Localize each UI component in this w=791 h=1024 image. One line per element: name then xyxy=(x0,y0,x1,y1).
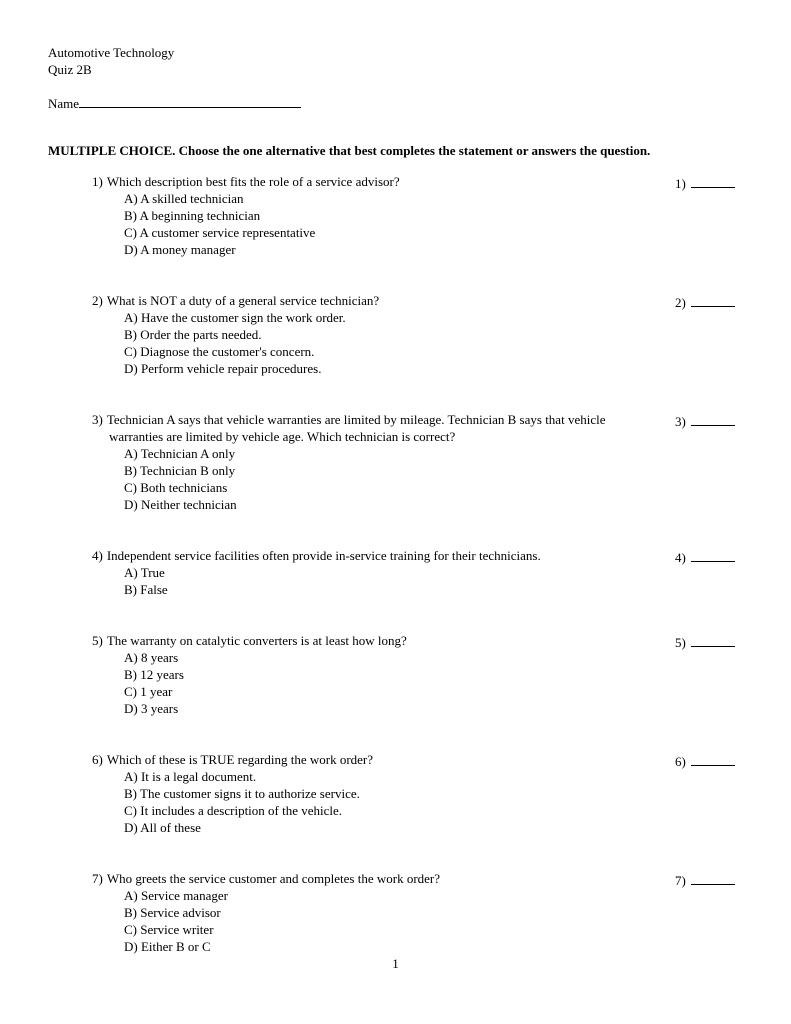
choice-item: C) Service writer xyxy=(124,922,214,937)
page-header xyxy=(48,44,745,78)
answer-area xyxy=(675,547,745,566)
answer-area xyxy=(675,870,745,889)
instructions-text: MULTIPLE CHOICE. Choose the one alternative that best completes the statement or answers the question. xyxy=(48,143,651,158)
choice-item: A) A skilled technician xyxy=(124,191,244,206)
question-block xyxy=(92,173,745,258)
question-text: The warranty on catalytic converters is at least how long? xyxy=(106,633,407,648)
choice-item: A) True xyxy=(124,565,165,580)
answer-area xyxy=(675,292,745,311)
answer-blank-line xyxy=(691,411,735,426)
choice-item: B) Service advisor xyxy=(124,905,221,920)
answer-area xyxy=(675,173,745,192)
name-row xyxy=(48,94,745,112)
choices-list xyxy=(124,768,657,836)
course-title: Automotive Technology xyxy=(48,45,175,60)
choice-item: A) Have the customer sign the work order. xyxy=(124,310,346,325)
answer-blank-line xyxy=(691,632,735,647)
answer-blank-line xyxy=(691,292,735,307)
page-number: 1 xyxy=(392,956,399,971)
answer-blank-line xyxy=(691,870,735,885)
choice-item: B) 12 years xyxy=(124,667,184,682)
question-block xyxy=(92,870,745,955)
question-number: 3) xyxy=(92,412,103,427)
choices-list xyxy=(124,887,657,955)
answer-number: 1) xyxy=(675,176,686,191)
choices-list xyxy=(124,649,657,717)
choice-item: B) The customer signs it to authorize service. xyxy=(124,786,360,801)
quiz-title: Quiz 2B xyxy=(48,62,92,77)
answer-number: 6) xyxy=(675,754,686,769)
answer-number: 4) xyxy=(675,550,686,565)
choice-item: B) A beginning technician xyxy=(124,208,261,223)
choice-item: D) Neither technician xyxy=(124,497,237,512)
choices-list xyxy=(124,445,657,513)
choice-item: D) Perform vehicle repair procedures. xyxy=(124,361,322,376)
choice-item: B) Order the parts needed. xyxy=(124,327,262,342)
choice-item: D) All of these xyxy=(124,820,201,835)
question-block xyxy=(92,292,745,377)
question-number: 7) xyxy=(92,871,103,886)
question-number: 2) xyxy=(92,293,103,308)
choice-item: A) Service manager xyxy=(124,888,228,903)
question-number: 6) xyxy=(92,752,103,767)
question-number: 4) xyxy=(92,548,103,563)
name-blank-line xyxy=(79,94,301,108)
answer-number: 2) xyxy=(675,295,686,310)
question-text: Technician A says that vehicle warranties are limited by mileage. Technician B says that vehicle warranties are limited by vehicle age. Which technician is correct? xyxy=(106,412,606,444)
name-label: Name xyxy=(48,96,80,111)
choices-list xyxy=(124,564,657,598)
answer-number: 7) xyxy=(675,873,686,888)
choice-item: D) Either B or C xyxy=(124,939,211,954)
question-block xyxy=(92,751,745,836)
choice-item: D) A money manager xyxy=(124,242,236,257)
question-block xyxy=(92,411,745,513)
question-text: What is NOT a duty of a general service technician? xyxy=(106,293,380,308)
questions-list xyxy=(48,173,745,955)
question-text: Who greets the service customer and completes the work order? xyxy=(106,871,441,886)
answer-area xyxy=(675,751,745,770)
choice-item: C) 1 year xyxy=(124,684,173,699)
choice-item: A) Technician A only xyxy=(124,446,236,461)
choice-item: C) Diagnose the customer's concern. xyxy=(124,344,315,359)
choice-item: B) False xyxy=(124,582,168,597)
choice-item: A) It is a legal document. xyxy=(124,769,257,784)
choice-item: C) It includes a description of the vehicle. xyxy=(124,803,343,818)
choices-list xyxy=(124,309,657,377)
question-number: 5) xyxy=(92,633,103,648)
page-footer xyxy=(0,955,791,972)
choice-item: B) Technician B only xyxy=(124,463,236,478)
answer-area xyxy=(675,411,745,430)
choice-item: A) 8 years xyxy=(124,650,179,665)
answer-blank-line xyxy=(691,547,735,562)
question-block xyxy=(92,547,745,598)
question-text: Which of these is TRUE regarding the work order? xyxy=(106,752,374,767)
question-text: Which description best fits the role of a service advisor? xyxy=(106,174,400,189)
choices-list xyxy=(124,190,657,258)
answer-blank-line xyxy=(691,751,735,766)
choice-item: D) 3 years xyxy=(124,701,179,716)
answer-area xyxy=(675,632,745,651)
answer-number: 3) xyxy=(675,414,686,429)
question-number: 1) xyxy=(92,174,103,189)
choice-item: C) Both technicians xyxy=(124,480,228,495)
question-block xyxy=(92,632,745,717)
question-text: Independent service facilities often provide in-service training for their technicians. xyxy=(106,548,541,563)
choice-item: C) A customer service representative xyxy=(124,225,316,240)
answer-number: 5) xyxy=(675,635,686,650)
answer-blank-line xyxy=(691,173,735,188)
